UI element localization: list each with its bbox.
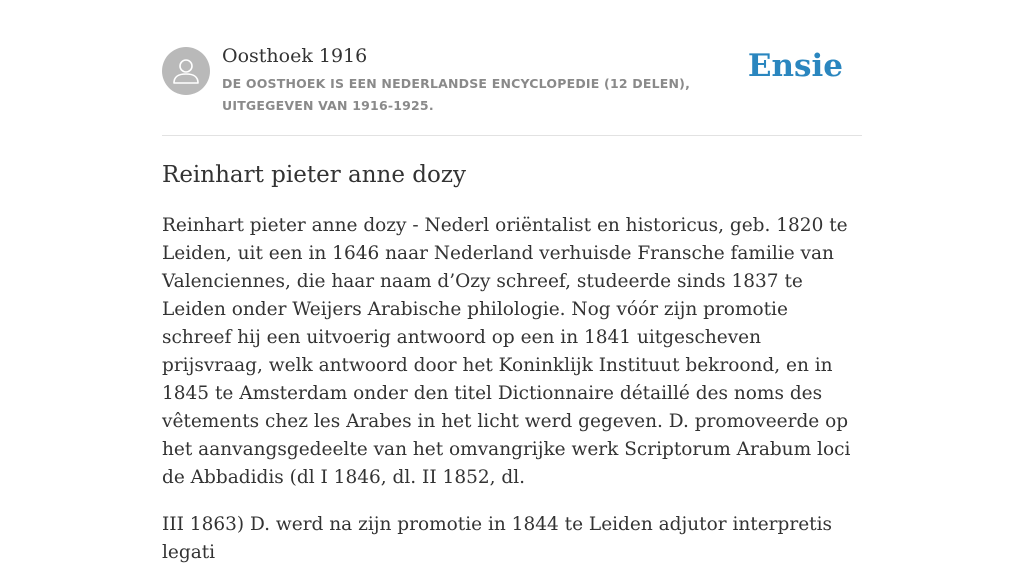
article-body (162, 212, 862, 586)
avatar[interactable] (162, 47, 210, 95)
article-paragraph: III 1863) D. werd na zijn promotie in 1844 te Leiden adjutor interpretis legati (162, 514, 833, 563)
article-title: Reinhart pieter anne dozy (162, 162, 466, 188)
header-divider (162, 135, 862, 136)
article-paragraph: Reinhart pieter anne dozy - Nederl oriëntalist en historicus, geb. 1820 te Leiden, uit een in 1646 naar Nederland verhuisde Fransche familie van Valenciennes, die haar naam d’Ozy schreef, studeerde sinds 1837 te Leiden onder Weijers Arabische philologie. Nog vóór zijn promotie schreef hij een uitvoerig antwoord op een in 1841 uitgescheven prijsvraag, welk antwoord door het Koninklijk Instituut bekroond, en in 1845 te Amsterdam onder den titel Dictionnaire détaillé des noms des vêtements chez les Arabes in het licht werd gegeven. D. promoveerde op het aanvangsgedeelte van het omvangrijke werk Scriptorum Arabum loci de Abbadidis (dl I 1846, dl. II 1852, dl. (162, 215, 851, 488)
source-header (162, 44, 862, 134)
user-icon (162, 47, 210, 95)
ensie-logo[interactable]: Ensie (747, 48, 843, 84)
source-description: DE OOSTHOEK IS EEN NEDERLANDSE ENCYCLOPEDIE (12 DELEN), UITGEGEVEN VAN 1916-1925. (222, 76, 691, 113)
source-name[interactable]: Oosthoek 1916 (222, 45, 368, 67)
